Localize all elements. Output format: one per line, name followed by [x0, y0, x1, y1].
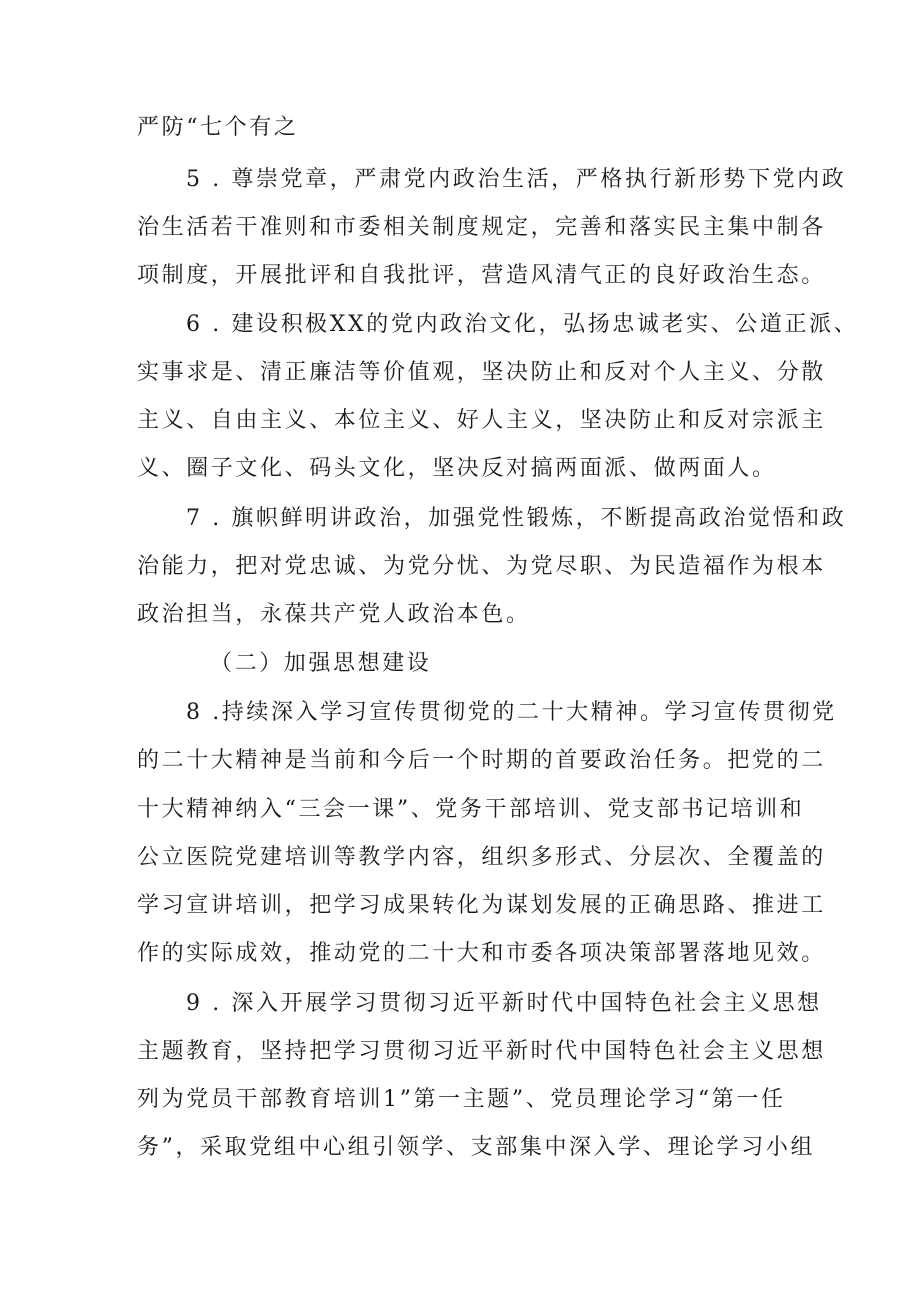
paragraph-5-start: 5 . 尊崇党章，严肃党内政治生活，严格执行新形势下党内政	[186, 167, 847, 192]
text-line: 务”，采取党组中心组引领学、支部集中深入学、理论学习小组	[137, 1135, 816, 1160]
text-line: 义、圈子文化、码头文化，坚决反对搞两面派、做两面人。	[137, 456, 777, 481]
text-line: 作的实际成效，推动党的二十大和市委各项决策部署落地见效。	[137, 941, 826, 966]
paragraph-8-start: 8 .持续深入学习宣传贯彻党的二十大精神。学习宣传贯彻党	[186, 700, 837, 725]
text-line: 学习宣讲培训，把学习成果转化为谋划发展的正确思路、推进工	[137, 893, 826, 918]
text-line: 主义、自由主义、本位主义、好人主义，坚决防止和反对宗派主	[137, 408, 826, 433]
text-line: 公立医院党建培训等教学内容，组织多形式、分层次、全覆盖的	[137, 845, 826, 870]
text-line: 十大精神纳入“三会一课”、党务干部培训、党支部书记培训和	[137, 797, 805, 822]
text-line: 的二十大精神是当前和今后一个时期的首要政治任务。把党的二	[137, 748, 826, 773]
text-line: 列为党员干部教育培训1”第一主题”、党员理论学习“第一任	[137, 1087, 786, 1112]
text-line: 政治担当，永葆共产党人政治本色。	[137, 602, 531, 627]
text-line: 治生活若干准则和市委相关制度规定，完善和落实民主集中制各	[137, 215, 826, 240]
paragraph-9-start: 9 . 深入开展学习贯彻习近平新时代中国特色社会主义思想	[186, 991, 822, 1016]
text-line: 项制度，开展批评和自我批评，营造风清气正的良好政治生态。	[137, 263, 826, 288]
paragraph-7-start: 7 . 旗帜鲜明讲政治，加强党性锻炼，不断提高政治觉悟和政	[186, 506, 847, 531]
section-heading: （二）加强思想建设	[210, 651, 432, 676]
text-line: 主题教育，坚持把学习贯彻习近平新时代中国特色社会主义思想	[137, 1039, 826, 1064]
paragraph-6-start: 6 . 建设积极XX的党内政治文化，弘扬忠诚老实、公道正派、	[186, 312, 859, 337]
text-line: 治能力，把对党忠诚、为党分忧、为党尽职、为民造福作为根本	[137, 554, 826, 579]
text-line: 严防“七个有之	[137, 115, 299, 140]
text-line: 实事求是、清正廉洁等价值观，坚决防止和反对个人主义、分散	[137, 360, 826, 385]
